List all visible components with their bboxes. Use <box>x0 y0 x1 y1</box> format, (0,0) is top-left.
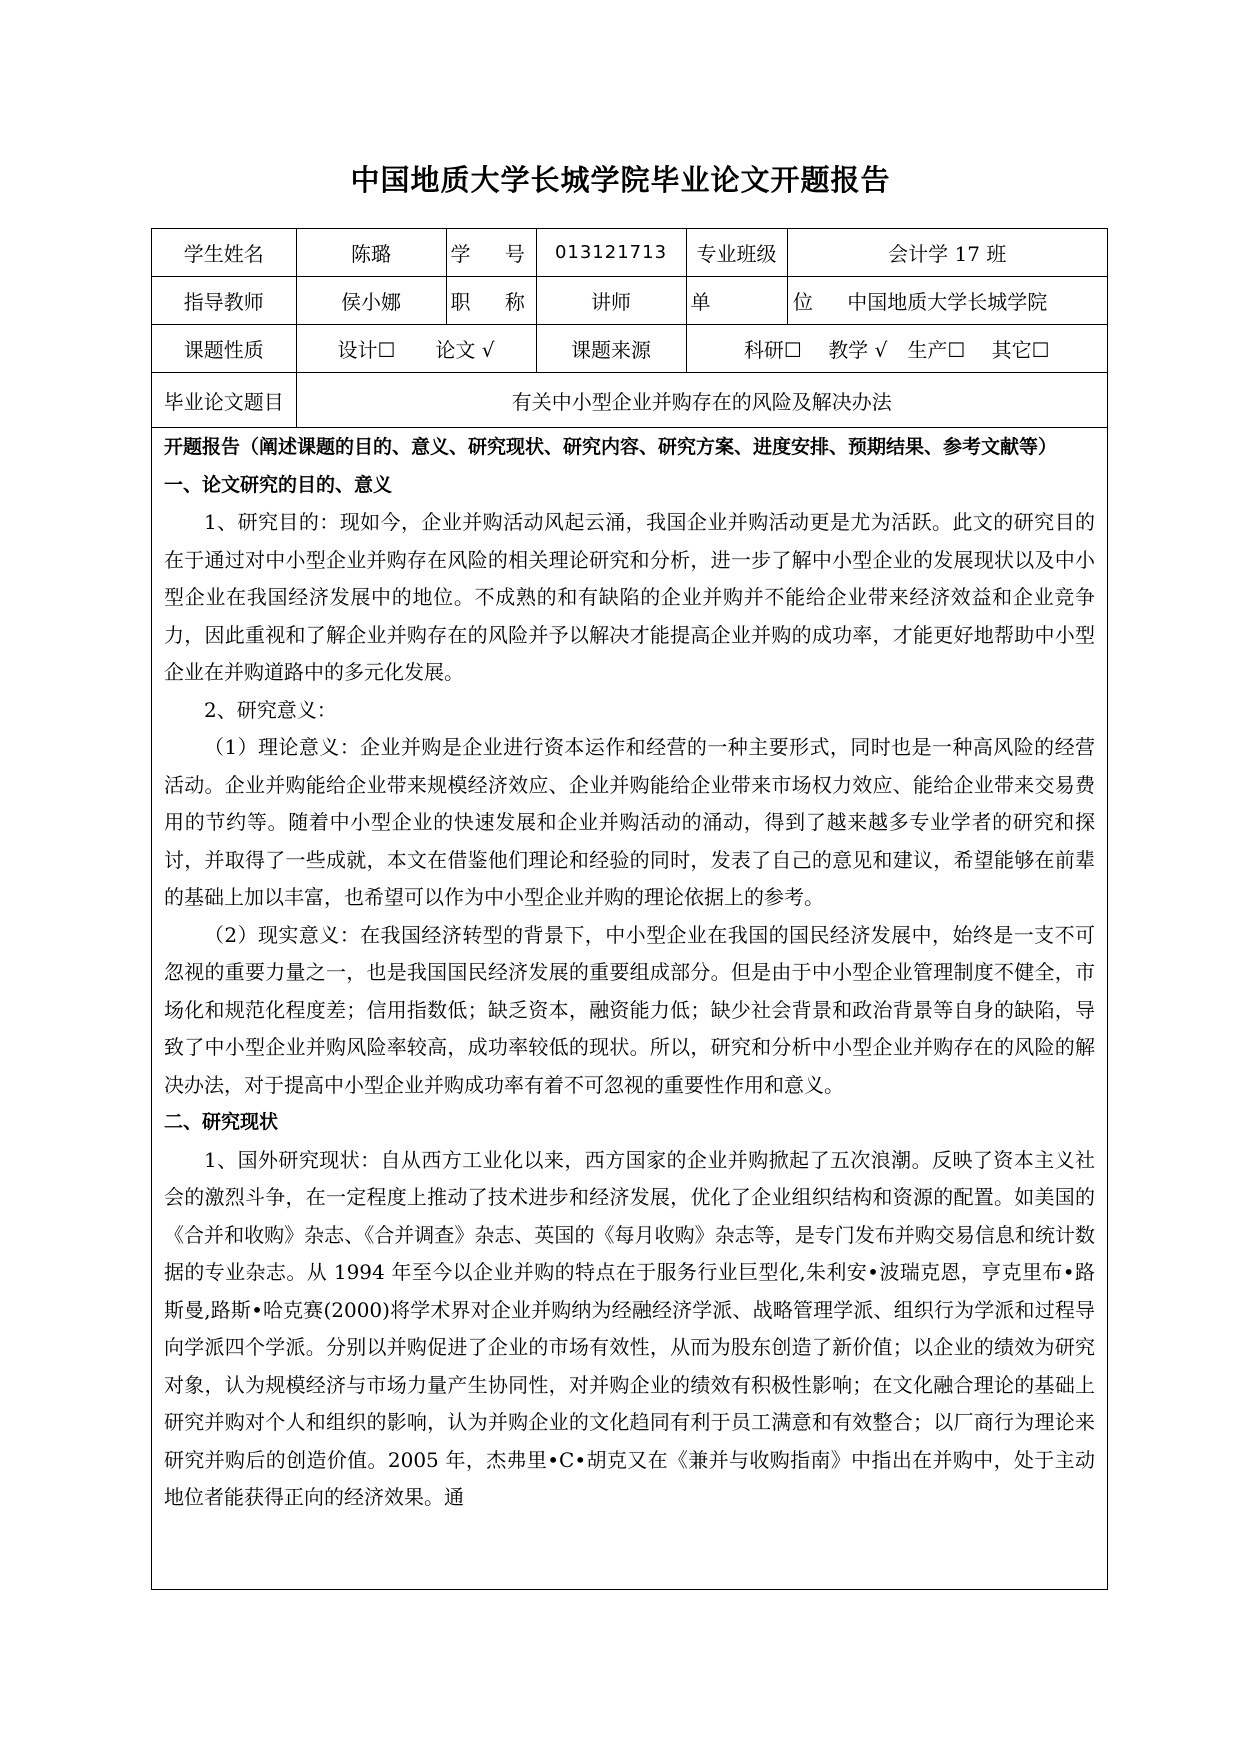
table-row <box>152 229 1107 277</box>
rank-label: 职 称 <box>446 277 536 325</box>
info-table <box>152 229 1107 428</box>
unit-label: 单 位 <box>686 277 787 325</box>
source-label: 课题来源 <box>536 325 686 373</box>
paragraph: 1、国外研究现状：自从西方工业化以来，西方国家的企业并购掀起了五次浪潮。反映了资本主义社会的激烈斗争，在一定程度上推动了技术进步和经济发展，优化了企业组织结构和资源的配置。如美国的《合并和收购》杂志、《合并调查》杂志、英国的《每月收购》杂志等，是专门发布并购交易信息和统计数据的专业杂志。从 1994 年至今以企业并购的特点在于服务行业巨型化,朱利安•波瑞克恩，亨克里布•路斯曼,路斯•哈克赛(2000)将学术界对企业并购纳为经融经济学派、战略管理学派、组织行为学派和过程导向学派四个学派。分别以并购促进了企业的市场有效性，从而为股东创造了新价值；以企业的绩效为研究对象，认为规模经济与市场力量产生协同性，对并购企业的绩效有积极性影响；在文化融合理论的基础上研究并购对个人和组织的影响，认为并购企业的文化趋同有利于员工满意和有效整合；以厂商行为理论来研究并购后的创造价值。2005 年，杰弗里•C•胡克又在《兼并与收购指南》中指出在并购中，处于主动地位者能获得正向的经济效果。通 <box>164 1147 1095 1509</box>
nature-label: 课题性质 <box>152 325 296 373</box>
paragraph: 1、研究目的：现如今，企业并购活动风起云涌，我国企业并购活动更是尤为活跃。此文的研究目的在于通过对中小型企业并购存在风险的相关理论研究和分析，进一步了解中小型企业的发展现状以及中小型企业在我国经济发展中的地位。不成熟的和有缺陷的企业并购并不能给企业带来经济效益和企业竞争力，因此重视和了解企业并购存在的风险并予以解决才能提高企业并购的成功率，才能更好地帮助中小型企业在并购道路中的多元化发展。 <box>164 510 1095 684</box>
section-title: 二、研究现状 <box>164 1111 279 1133</box>
table-row <box>152 373 1107 428</box>
rank-value: 讲师 <box>536 277 686 325</box>
student-name: 陈璐 <box>296 229 446 277</box>
paragraph: 2、研究意义： <box>204 697 337 722</box>
report-form <box>151 228 1108 1590</box>
advisor-label: 指导教师 <box>152 277 296 325</box>
paragraph: （2）现实意义：在我国经济转型的背景下，中小型企业在我国的国民经济发展中，始终是一支不可忽视的重要力量之一，也是我国国民经济发展的重要组成部分。但是由于中小型企业管理制度不健全，市场化和规范化程度差；信用指数低；缺乏资本，融资能力低；缺少社会背景和政治背景等自身的缺陷，导致了中小型企业并购风险率较高，成功率较低的现状。所以，研究和分析中小型企业并购存在的风险的解决办法，对于提高中小型企业并购成功率有着不可忽视的重要性作用和意义。 <box>164 922 1095 1097</box>
section-title: 一、论文研究的目的、意义 <box>164 473 393 496</box>
topic-value: 有关中小型企业并购存在的风险及解决办法 <box>296 373 1107 428</box>
page-title: 中国地质大学长城学院毕业论文开题报告 <box>350 163 891 197</box>
student-id: 013121713 <box>536 229 686 277</box>
topic-label: 毕业论文题目 <box>152 373 296 428</box>
table-row <box>152 325 1107 373</box>
class-label: 专业班级 <box>686 229 787 277</box>
advisor-name: 侯小娜 <box>296 277 446 325</box>
table-row <box>152 277 1107 325</box>
id-label: 学 号 <box>446 229 536 277</box>
unit-value: 中国地质大学长城学院 <box>787 277 1107 325</box>
report-heading: 开题报告（阐述课题的目的、意义、研究现状、研究内容、研究方案、进度安排、预期结果、参考文献等） <box>164 436 1058 458</box>
nature-value: 设计☐ 论文 √ <box>296 325 536 373</box>
class-value: 会计学 17 班 <box>787 229 1107 277</box>
paragraph: （1）理论意义：企业并购是企业进行资本运作和经营的一种主要形式，同时也是一种高风险的经营活动。企业并购能给企业带来规模经济效应、企业并购能给企业带来市场权力效应、能给企业带来交易费用的节约等。随着中小型企业的快速发展和企业并购活动的涌动，得到了越来越多专业学者的研究和探讨，并取得了一些成就，本文在借鉴他们理论和经验的同时，发表了自己的意见和建议，希望能够在前辈的基础上加以丰富，也希望可以作为中小型企业并购的理论依据上的参考。 <box>164 735 1095 909</box>
source-value: 科研☐ 教学 √ 生产☐ 其它☐ <box>686 325 1107 373</box>
report-body <box>164 429 1095 1517</box>
student-label: 学生姓名 <box>152 229 296 277</box>
